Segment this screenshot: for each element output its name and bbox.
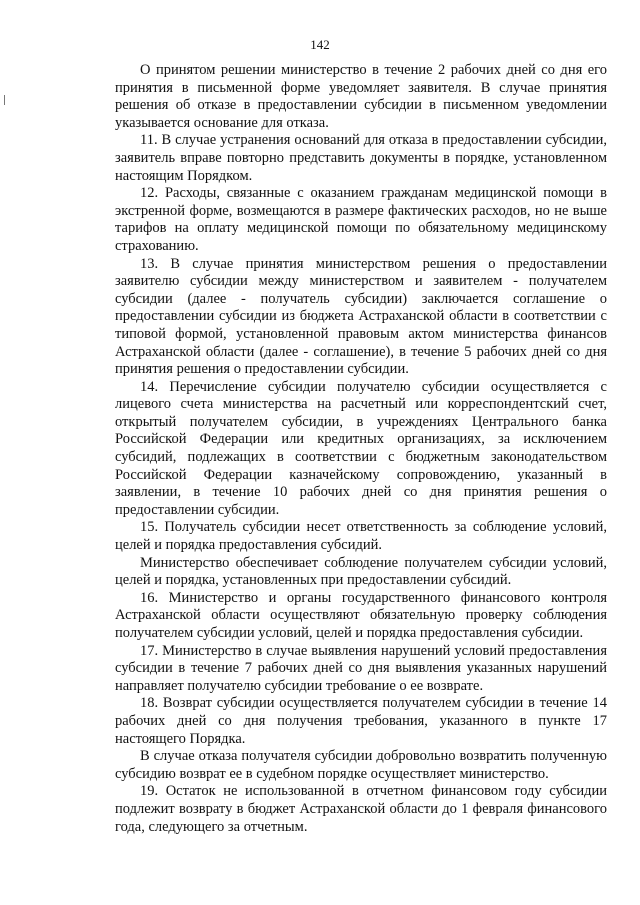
paragraph-14: 14. Перечисление субсидии получателю субсидии осуществляется с лицевого счета министерства на расчетный или корреспондентский счет, открытый получателем субсидии, в учреждениях Центрального банка Российской Федерации или кредитных организациях, за исключением субсидий, подлежащих в соответствии с бюджетным законодательством Российской Федерации казначейскому сопровождению, указанный в заявлении, в течение 10 рабочих дней со дня принятия решения о предоставлении субсидии. (115, 378, 607, 518)
paragraph-13: 13. В случае принятия министерством решения о предоставлении заявителю субсидии между министерством и заявителем - получателем субсидии (далее - получатель субсидии) заключается соглашение о предоставлении субсидии из бюджета Астраханской области в соответствии с типовой формой, установленной правовым актом министерства финансов Астраханской области (далее - соглашение), в течение 5 рабочих дней со дня принятия решения о предоставлении субсидии. (115, 255, 607, 378)
page-number: 142 (310, 37, 330, 52)
paragraph-15-ministry: Министерство обеспечивает соблюдение получателем субсидии условий, целей и порядка, установленных при предоставлении субсидий. (115, 554, 607, 589)
paragraph-18: 18. Возврат субсидии осуществляется получателем субсидии в течение 14 рабочих дней со дня получения требования, указанного в пункте 17 настоящего Порядка. (115, 695, 607, 747)
margin-mark (4, 95, 5, 105)
document-body (115, 62, 607, 836)
paragraph-15: 15. Получатель субсидии несет ответственность за соблюдение условий, целей и порядка предоставления субсидий. (115, 519, 607, 554)
paragraph-decision-notice: О принятом решении министерство в течение 2 рабочих дней со дня его принятия в письменной форме уведомляет заявителя. В случае принятия решения об отказе в предоставлении субсидии в письменном уведомлении указывается основание для отказа. (115, 62, 607, 131)
paragraph-11: 11. В случае устранения оснований для отказа в предоставлении субсидии, заявитель вправе повторно представить документы в порядке, установленном настоящим Порядком. (115, 132, 607, 184)
paragraph-16: 16. Министерство и органы государственного финансового контроля Астраханской области осуществляют обязательную проверку соблюдения получателем субсидии условий, целей и порядка предоставления субсидии. (115, 589, 607, 641)
paragraph-18-refusal: В случае отказа получателя субсидии добровольно возвратить полученную субсидию возврат ее в судебном порядке осуществляет министерство. (115, 748, 607, 782)
paragraph-17: 17. Министерство в случае выявления нарушений условий предоставления субсидии в течение 7 рабочих дней со дня выявления указанных нарушений направляет получателю субсидии требование о ее возврате. (115, 642, 607, 694)
paragraph-19: 19. Остаток не использованной в отчетном финансовом году субсидии подлежит возврату в бюджет Астраханской области до 1 февраля финансового года, следующего за отчетным. (115, 783, 607, 835)
paragraph-12: 12. Расходы, связанные с оказанием гражданам медицинской помощи в экстренной форме, возмещаются в размере фактических расходов, но не выше тарифов на оплату медицинской помощи по обязательному медицинскому страхованию. (115, 185, 607, 254)
